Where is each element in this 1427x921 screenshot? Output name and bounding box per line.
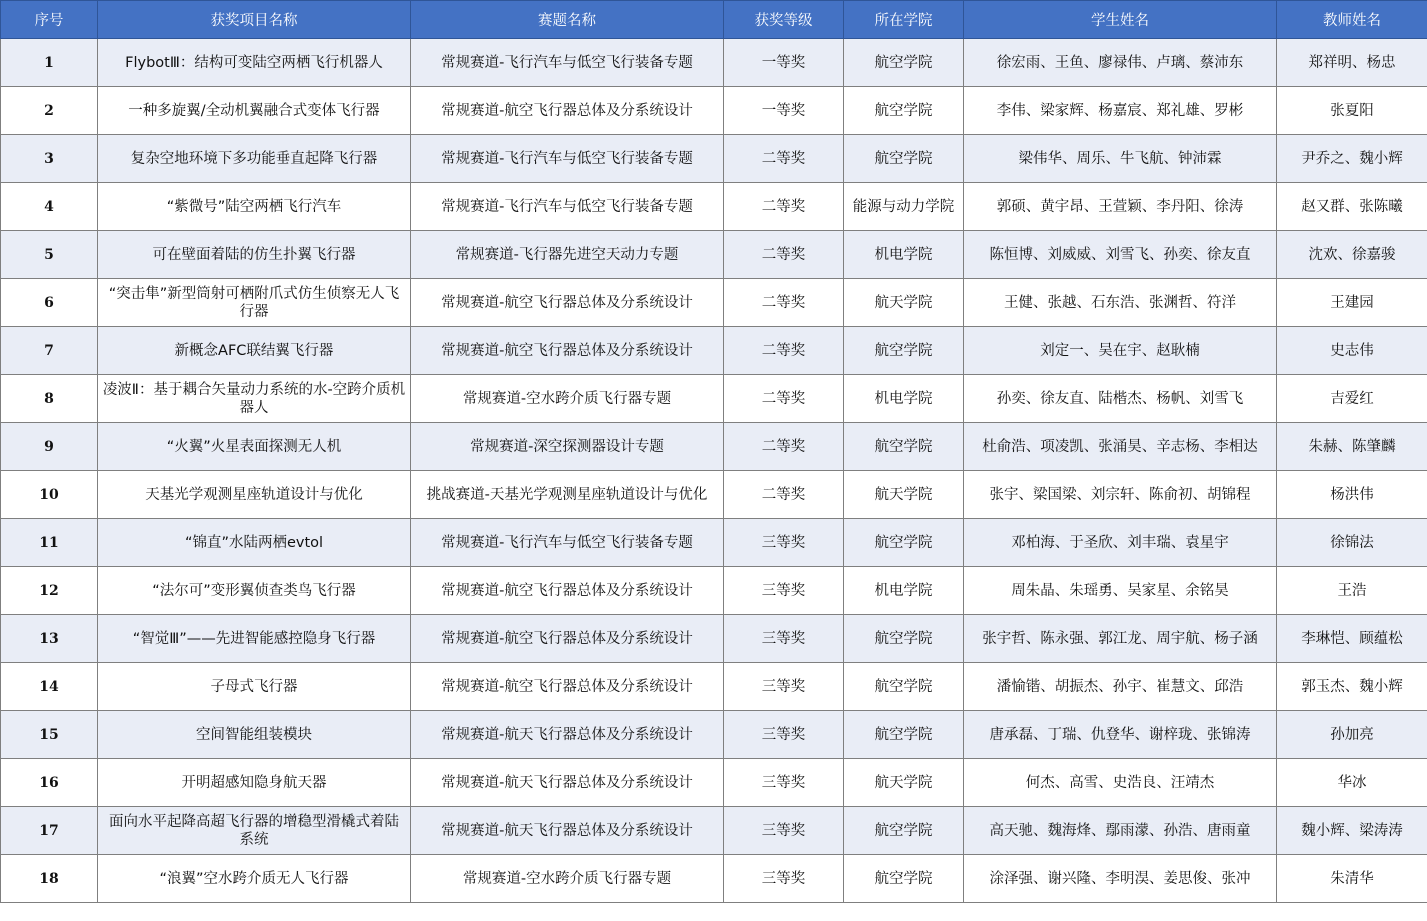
project-name-cell: 天基光学观测星座轨道设计与优化 xyxy=(98,471,411,519)
college-cell: 航空学院 xyxy=(844,663,964,711)
table-row xyxy=(1,375,1427,423)
student-names-cell: 梁伟华、周乐、牛飞航、钟沛霖 xyxy=(964,135,1277,183)
college-cell: 航空学院 xyxy=(844,615,964,663)
teacher-names-cell: 朱清华 xyxy=(1277,855,1427,903)
award-level-cell: 三等奖 xyxy=(724,807,844,855)
award-level-cell: 三等奖 xyxy=(724,615,844,663)
college-cell: 航空学院 xyxy=(844,711,964,759)
index-cell: 14 xyxy=(1,663,98,711)
project-name-cell: 开明超感知隐身航天器 xyxy=(98,759,411,807)
student-names-cell: 孙奕、徐友直、陆楷杰、杨帆、刘雪飞 xyxy=(964,375,1277,423)
teacher-names-cell: 孙加亮 xyxy=(1277,711,1427,759)
award-level-cell: 三等奖 xyxy=(724,567,844,615)
header-college: 所在学院 xyxy=(844,1,964,39)
college-cell: 航空学院 xyxy=(844,807,964,855)
index-cell: 1 xyxy=(1,39,98,87)
teacher-names-cell: 魏小辉、梁涛涛 xyxy=(1277,807,1427,855)
project-name-cell: 可在壁面着陆的仿生扑翼飞行器 xyxy=(98,231,411,279)
teacher-names-cell: 史志伟 xyxy=(1277,327,1427,375)
college-cell: 能源与动力学院 xyxy=(844,183,964,231)
index-cell: 6 xyxy=(1,279,98,327)
header-project-name: 获奖项目名称 xyxy=(98,1,411,39)
header-track-name: 赛题名称 xyxy=(411,1,724,39)
track-name-cell: 挑战赛道-天基光学观测星座轨道设计与优化 xyxy=(411,471,724,519)
index-cell: 7 xyxy=(1,327,98,375)
college-cell: 航空学院 xyxy=(844,423,964,471)
teacher-names-cell: 郭玉杰、魏小辉 xyxy=(1277,663,1427,711)
project-name-cell: 新概念AFC联结翼飞行器 xyxy=(98,327,411,375)
award-level-cell: 三等奖 xyxy=(724,663,844,711)
college-cell: 航空学院 xyxy=(844,519,964,567)
college-cell: 航空学院 xyxy=(844,855,964,903)
table-row xyxy=(1,231,1427,279)
student-names-cell: 周朱晶、朱瑶勇、吴家星、余铭昊 xyxy=(964,567,1277,615)
track-name-cell: 常规赛道-飞行汽车与低空飞行装备专题 xyxy=(411,39,724,87)
header-index: 序号 xyxy=(1,1,98,39)
teacher-names-cell: 郑祥明、杨忠 xyxy=(1277,39,1427,87)
teacher-names-cell: 吉爱红 xyxy=(1277,375,1427,423)
teacher-names-cell: 张夏阳 xyxy=(1277,87,1427,135)
project-name-cell: “法尔可”变形翼侦查类鸟飞行器 xyxy=(98,567,411,615)
index-cell: 5 xyxy=(1,231,98,279)
table-row xyxy=(1,279,1427,327)
award-level-cell: 三等奖 xyxy=(724,759,844,807)
college-cell: 航天学院 xyxy=(844,471,964,519)
table-row xyxy=(1,39,1427,87)
project-name-cell: “锦直”水陆两栖evtol xyxy=(98,519,411,567)
index-cell: 18 xyxy=(1,855,98,903)
student-names-cell: 张宇哲、陈永强、郭江龙、周宇航、杨子涵 xyxy=(964,615,1277,663)
track-name-cell: 常规赛道-航空飞行器总体及分系统设计 xyxy=(411,615,724,663)
project-name-cell: “紫微号”陆空两栖飞行汽车 xyxy=(98,183,411,231)
track-name-cell: 常规赛道-空水跨介质飞行器专题 xyxy=(411,375,724,423)
student-names-cell: 郭硕、黄宇昂、王萱颖、李丹阳、徐涛 xyxy=(964,183,1277,231)
teacher-names-cell: 沈欢、徐嘉骏 xyxy=(1277,231,1427,279)
college-cell: 航空学院 xyxy=(844,39,964,87)
table-row xyxy=(1,567,1427,615)
college-cell: 航空学院 xyxy=(844,135,964,183)
project-name-cell: “智觉Ⅲ”——先进智能感控隐身飞行器 xyxy=(98,615,411,663)
track-name-cell: 常规赛道-航空飞行器总体及分系统设计 xyxy=(411,567,724,615)
table-row xyxy=(1,87,1427,135)
track-name-cell: 常规赛道-航空飞行器总体及分系统设计 xyxy=(411,279,724,327)
student-names-cell: 张宇、梁国梁、刘宗轩、陈俞初、胡锦程 xyxy=(964,471,1277,519)
student-names-cell: 刘定一、吴在宇、赵耿楠 xyxy=(964,327,1277,375)
index-cell: 13 xyxy=(1,615,98,663)
student-names-cell: 涂泽强、谢兴隆、李明淏、姜思俊、张冲 xyxy=(964,855,1277,903)
header-teacher-names: 教师姓名 xyxy=(1277,1,1427,39)
table-body xyxy=(1,39,1427,903)
table-row xyxy=(1,423,1427,471)
college-cell: 航天学院 xyxy=(844,759,964,807)
index-cell: 10 xyxy=(1,471,98,519)
index-cell: 15 xyxy=(1,711,98,759)
track-name-cell: 常规赛道-航空飞行器总体及分系统设计 xyxy=(411,327,724,375)
student-names-cell: 潘愉锴、胡振杰、孙宇、崔慧文、邱浩 xyxy=(964,663,1277,711)
college-cell: 机电学院 xyxy=(844,567,964,615)
index-cell: 11 xyxy=(1,519,98,567)
table-row xyxy=(1,807,1427,855)
student-names-cell: 高天驰、魏海烽、鄢雨濛、孙浩、唐雨童 xyxy=(964,807,1277,855)
track-name-cell: 常规赛道-飞行汽车与低空飞行装备专题 xyxy=(411,519,724,567)
teacher-names-cell: 赵又群、张陈曦 xyxy=(1277,183,1427,231)
award-level-cell: 三等奖 xyxy=(724,855,844,903)
teacher-names-cell: 尹乔之、魏小辉 xyxy=(1277,135,1427,183)
award-level-cell: 二等奖 xyxy=(724,231,844,279)
index-cell: 12 xyxy=(1,567,98,615)
award-level-cell: 二等奖 xyxy=(724,471,844,519)
track-name-cell: 常规赛道-航天飞行器总体及分系统设计 xyxy=(411,759,724,807)
student-names-cell: 陈恒博、刘威威、刘雪飞、孙奕、徐友直 xyxy=(964,231,1277,279)
table-row xyxy=(1,663,1427,711)
track-name-cell: 常规赛道-航天飞行器总体及分系统设计 xyxy=(411,807,724,855)
project-name-cell: 面向水平起降高超飞行器的增稳型滑橇式着陆系统 xyxy=(98,807,411,855)
student-names-cell: 唐承磊、丁瑞、仇登华、谢梓珑、张锦涛 xyxy=(964,711,1277,759)
project-name-cell: “浪翼”空水跨介质无人飞行器 xyxy=(98,855,411,903)
track-name-cell: 常规赛道-空水跨介质飞行器专题 xyxy=(411,855,724,903)
student-names-cell: 邓柏海、于圣欣、刘丰瑞、袁星宇 xyxy=(964,519,1277,567)
track-name-cell: 常规赛道-深空探测器设计专题 xyxy=(411,423,724,471)
college-cell: 航空学院 xyxy=(844,87,964,135)
award-level-cell: 二等奖 xyxy=(724,279,844,327)
award-level-cell: 二等奖 xyxy=(724,183,844,231)
award-level-cell: 二等奖 xyxy=(724,135,844,183)
table-row xyxy=(1,759,1427,807)
header-row xyxy=(1,1,1427,39)
table-row xyxy=(1,183,1427,231)
index-cell: 9 xyxy=(1,423,98,471)
track-name-cell: 常规赛道-飞行汽车与低空飞行装备专题 xyxy=(411,135,724,183)
college-cell: 航空学院 xyxy=(844,327,964,375)
track-name-cell: 常规赛道-航空飞行器总体及分系统设计 xyxy=(411,663,724,711)
table-row xyxy=(1,711,1427,759)
award-level-cell: 三等奖 xyxy=(724,711,844,759)
teacher-names-cell: 王浩 xyxy=(1277,567,1427,615)
project-name-cell: 子母式飞行器 xyxy=(98,663,411,711)
table-row xyxy=(1,519,1427,567)
index-cell: 8 xyxy=(1,375,98,423)
track-name-cell: 常规赛道-航空飞行器总体及分系统设计 xyxy=(411,87,724,135)
award-level-cell: 一等奖 xyxy=(724,87,844,135)
index-cell: 16 xyxy=(1,759,98,807)
student-names-cell: 徐宏雨、王鱼、廖禄伟、卢璃、蔡沛东 xyxy=(964,39,1277,87)
project-name-cell: 一种多旋翼/全动机翼融合式变体飞行器 xyxy=(98,87,411,135)
index-cell: 4 xyxy=(1,183,98,231)
table-row xyxy=(1,615,1427,663)
award-level-cell: 二等奖 xyxy=(724,327,844,375)
teacher-names-cell: 李琳恺、顾蕴松 xyxy=(1277,615,1427,663)
student-names-cell: 王健、张越、石东浩、张渊哲、符洋 xyxy=(964,279,1277,327)
award-level-cell: 三等奖 xyxy=(724,519,844,567)
track-name-cell: 常规赛道-飞行器先进空天动力专题 xyxy=(411,231,724,279)
table-row xyxy=(1,327,1427,375)
teacher-names-cell: 徐锦法 xyxy=(1277,519,1427,567)
project-name-cell: FlybotⅢ：结构可变陆空两栖飞行机器人 xyxy=(98,39,411,87)
college-cell: 航天学院 xyxy=(844,279,964,327)
index-cell: 3 xyxy=(1,135,98,183)
teacher-names-cell: 华冰 xyxy=(1277,759,1427,807)
index-cell: 2 xyxy=(1,87,98,135)
track-name-cell: 常规赛道-飞行汽车与低空飞行装备专题 xyxy=(411,183,724,231)
table-row xyxy=(1,855,1427,903)
student-names-cell: 李伟、梁家辉、杨嘉宸、郑礼雄、罗彬 xyxy=(964,87,1277,135)
project-name-cell: 空间智能组装模块 xyxy=(98,711,411,759)
table-row xyxy=(1,135,1427,183)
project-name-cell: 复杂空地环境下多功能垂直起降飞行器 xyxy=(98,135,411,183)
table-row xyxy=(1,471,1427,519)
track-name-cell: 常规赛道-航天飞行器总体及分系统设计 xyxy=(411,711,724,759)
project-name-cell: “火翼”火星表面探测无人机 xyxy=(98,423,411,471)
college-cell: 机电学院 xyxy=(844,375,964,423)
project-name-cell: 凌波Ⅱ：基于耦合矢量动力系统的水-空跨介质机器人 xyxy=(98,375,411,423)
header-award-level: 获奖等级 xyxy=(724,1,844,39)
award-level-cell: 二等奖 xyxy=(724,423,844,471)
teacher-names-cell: 杨洪伟 xyxy=(1277,471,1427,519)
student-names-cell: 何杰、高雪、史浩良、汪靖杰 xyxy=(964,759,1277,807)
college-cell: 机电学院 xyxy=(844,231,964,279)
header-student-names: 学生姓名 xyxy=(964,1,1277,39)
project-name-cell: “突击隼”新型筒射可栖附爪式仿生侦察无人飞行器 xyxy=(98,279,411,327)
student-names-cell: 杜俞浩、项凌凯、张涌昊、辛志杨、李相达 xyxy=(964,423,1277,471)
teacher-names-cell: 朱赫、陈肇麟 xyxy=(1277,423,1427,471)
teacher-names-cell: 王建园 xyxy=(1277,279,1427,327)
index-cell: 17 xyxy=(1,807,98,855)
award-level-cell: 一等奖 xyxy=(724,39,844,87)
award-level-cell: 二等奖 xyxy=(724,375,844,423)
